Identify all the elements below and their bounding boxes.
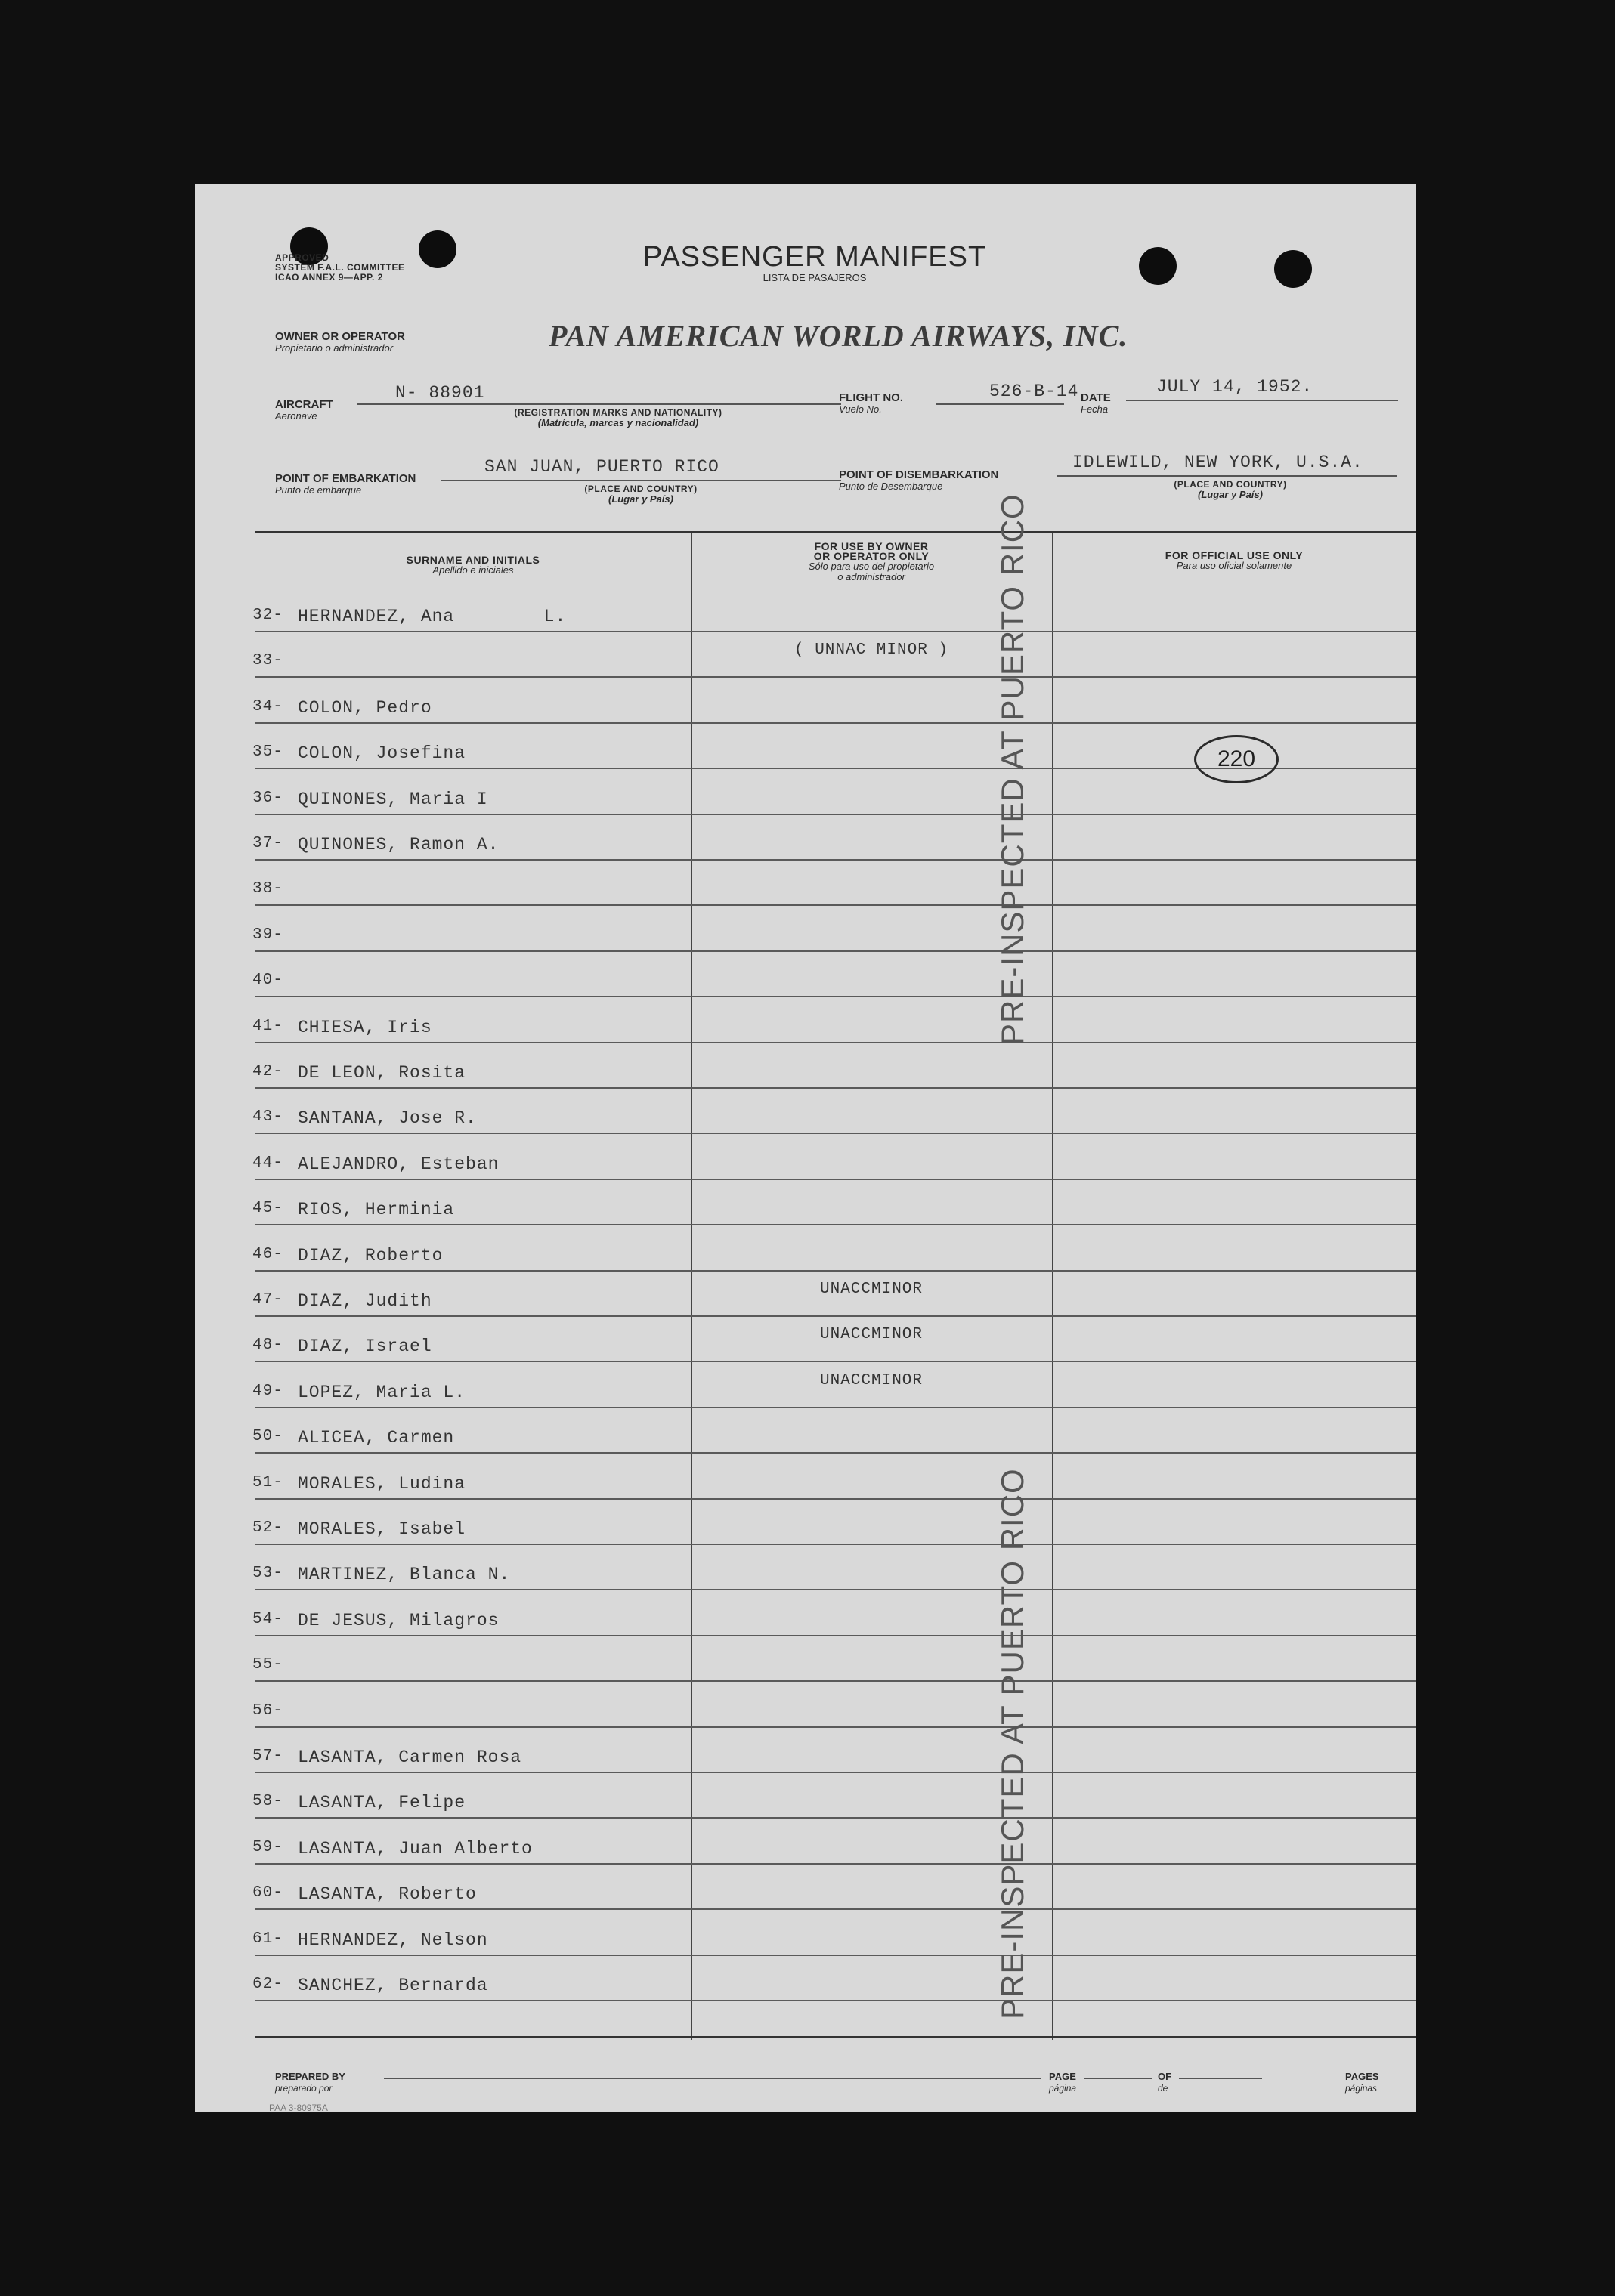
row-rule: [255, 1635, 1416, 1636]
owner-use-column-sublabel: Sólo para uso del propietario o administrador: [808, 561, 935, 582]
row-number: 46-: [252, 1245, 283, 1263]
aircraft-caption: [467, 408, 769, 428]
flight-underline: [936, 403, 1064, 405]
owner-label-block: [275, 331, 405, 354]
row-rule: [255, 676, 1416, 678]
owner-note: UNACCMINOR: [819, 1281, 924, 1298]
owner-note: UNACCMINOR: [819, 1326, 924, 1344]
embarkation-label-block: [275, 473, 416, 496]
flight-label: FLIGHT NO.: [839, 391, 903, 404]
passenger-name: RIOS, Herminia: [298, 1200, 455, 1220]
official-use-column-label: FOR OFFICIAL USE ONLY: [1165, 549, 1304, 561]
row-rule: [255, 904, 1416, 906]
official-use-column-header: [1052, 551, 1416, 571]
row-number: 50-: [252, 1428, 283, 1446]
airline-name: PAN AMERICAN WORLD AIRWAYS, INC.: [549, 319, 1128, 353]
row-number: 51-: [252, 1473, 283, 1491]
row-rule: [255, 631, 1416, 632]
row-number: 35-: [252, 743, 283, 762]
row-number: 43-: [252, 1108, 283, 1126]
disembarkation-underline: [1057, 475, 1397, 477]
row-rule: [255, 1544, 1416, 1545]
row-rule: [255, 1680, 1416, 1682]
row-rule: [255, 814, 1416, 815]
embarkation-sublabel: Punto de embarque: [275, 484, 362, 496]
disembarkation-caption: [1132, 480, 1329, 500]
row-rule: [255, 722, 1416, 724]
owner-note: ( UNNAC MINOR ): [794, 641, 949, 660]
embarkation-caption-text: (PLACE AND COUNTRY): [584, 484, 698, 494]
disembarkation-caption-sub: (Lugar y País): [1198, 489, 1263, 500]
row-number: 56-: [252, 1701, 283, 1720]
row-number: 40-: [252, 972, 283, 990]
passenger-name: COLON, Pedro: [298, 697, 432, 718]
passenger-name: LASANTA, Juan Alberto: [298, 1838, 533, 1859]
row-number: 52-: [252, 1519, 283, 1537]
embarkation-caption-sub: (Lugar y País): [608, 493, 673, 505]
row-number: 58-: [252, 1793, 283, 1811]
passenger-name: MORALES, Isabel: [298, 1519, 466, 1539]
passenger-name: SANTANA, Jose R.: [298, 1108, 477, 1129]
date-label: DATE: [1081, 391, 1111, 404]
row-number: 60-: [252, 1884, 283, 1902]
official-mark-number: 220: [1217, 746, 1256, 771]
row-rule: [255, 1361, 1416, 1362]
surname-column-sublabel: Apellido e iniciales: [432, 564, 514, 576]
page-title: PASSENGER MANIFEST: [642, 241, 987, 273]
flight-sublabel: Vuelo No.: [839, 403, 882, 415]
approval-line: APPROVED: [275, 252, 329, 263]
passenger-name: CHIESA, Iris: [298, 1017, 432, 1037]
row-rule: [255, 1498, 1416, 1500]
page-line: [1084, 2078, 1152, 2079]
row-number: 62-: [252, 1976, 283, 1993]
aircraft-caption-sub: (Matrícula, marcas y nacionalidad): [537, 417, 699, 428]
row-rule: [255, 1726, 1416, 1728]
pages-label: PAGES: [1345, 2071, 1379, 2082]
aircraft-label: AIRCRAFT: [275, 398, 333, 411]
aircraft-caption-text: (REGISTRATION MARKS AND NATIONALITY): [514, 407, 722, 418]
row-rule: [255, 1315, 1416, 1317]
punch-hole: [1139, 247, 1177, 285]
row-rule: [255, 1908, 1416, 1910]
surname-column-header: [255, 555, 691, 576]
disembarkation-caption-text: (PLACE AND COUNTRY): [1174, 479, 1287, 490]
page-label-block: [1049, 2071, 1076, 2094]
row-number: 55-: [252, 1656, 283, 1674]
official-mark: [1194, 735, 1279, 783]
approval-block: [275, 253, 405, 283]
aircraft-underline: [357, 403, 841, 405]
punch-hole: [1274, 250, 1312, 288]
row-rule: [255, 1224, 1416, 1225]
row-rule: [255, 859, 1416, 861]
row-number: 49-: [252, 1382, 283, 1400]
passenger-name: MARTINEZ, Blanca N.: [298, 1565, 511, 1585]
title-block: [588, 241, 1041, 283]
row-number: 47-: [252, 1291, 283, 1309]
preinspection-stamp: PRE-INSPECTED AT PUERTO RICO: [995, 493, 1030, 1045]
prepared-by-block: [275, 2071, 345, 2094]
row-rule: [255, 1817, 1416, 1819]
form-code: PAA 3-80975A: [269, 2103, 328, 2113]
row-number: 36-: [252, 789, 283, 807]
aircraft-sublabel: Aeronave: [275, 410, 317, 422]
embarkation-caption: [543, 484, 739, 505]
manifest-sheet: [195, 184, 1416, 2112]
row-number: 41-: [252, 1017, 283, 1035]
page-label: PAGE: [1049, 2071, 1076, 2082]
date-sublabel: Fecha: [1081, 403, 1109, 415]
passenger-name: LASANTA, Roberto: [298, 1884, 477, 1905]
passenger-name: QUINONES, Maria I: [298, 789, 488, 809]
prepared-by-line: [384, 2078, 1041, 2079]
row-rule: [255, 1407, 1416, 1408]
date-value: JULY 14, 1952.: [1156, 377, 1313, 397]
page-subtitle: LISTA DE PASAJEROS: [763, 272, 867, 283]
row-number: 37-: [252, 835, 283, 852]
passenger-name: QUINONES, Ramon A.: [298, 835, 500, 854]
row-rule: [255, 1863, 1416, 1865]
row-rule: [255, 1042, 1416, 1043]
passenger-name: DIAZ, Roberto: [298, 1245, 444, 1265]
row-rule: [255, 1087, 1416, 1089]
surname-column-label: SURNAME AND INITIALS: [406, 554, 540, 566]
passenger-name: DIAZ, Judith: [298, 1291, 432, 1311]
row-number: 34-: [252, 697, 283, 715]
official-use-column-sublabel: Para uso oficial solamente: [1176, 560, 1292, 571]
disembarkation-label-block: [839, 469, 998, 492]
row-rule: [255, 2000, 1416, 2001]
of-sublabel: de: [1158, 2083, 1168, 2094]
aircraft-value: N- 88901: [395, 383, 485, 403]
row-number: 57-: [252, 1747, 283, 1765]
row-number: 38-: [252, 880, 283, 898]
row-rule: [255, 950, 1416, 952]
disembarkation-label: POINT OF DISEMBARKATION: [839, 468, 999, 481]
of-line: [1179, 2078, 1262, 2079]
approval-line: SYSTEM F.A.L. COMMITTEE: [275, 262, 405, 273]
row-number: 54-: [252, 1610, 283, 1628]
owner-use-column-label: FOR USE BY OWNER OR OPERATOR ONLY: [813, 540, 930, 562]
date-label-block: [1081, 392, 1111, 415]
table-bottom-rule: [255, 2036, 1416, 2038]
disembarkation-sublabel: Punto de Desembarque: [839, 481, 943, 492]
of-label-block: [1158, 2071, 1171, 2094]
passenger-name: LOPEZ, Maria L.: [298, 1382, 466, 1402]
passenger-name: ALICEA, Carmen: [298, 1428, 455, 1448]
approval-line: ICAO ANNEX 9—APP. 2: [275, 272, 383, 283]
passenger-name: SANCHEZ, Bernarda: [298, 1976, 488, 1995]
row-rule: [255, 1452, 1416, 1454]
passenger-name: HERNANDEZ, Ana L.: [298, 607, 567, 626]
row-number: 39-: [252, 926, 283, 944]
prepared-by-label: PREPARED BY: [275, 2071, 345, 2082]
passenger-name: COLON, Josefina: [298, 743, 466, 764]
owner-label: OWNER OR OPERATOR: [275, 330, 405, 343]
passenger-name: DIAZ, Israel: [298, 1337, 432, 1357]
embarkation-label: POINT OF EMBARKATION: [275, 472, 416, 485]
row-rule: [255, 1772, 1416, 1773]
prepared-by-sublabel: preparado por: [275, 2083, 333, 2094]
row-number: 48-: [252, 1337, 283, 1355]
row-rule: [255, 1179, 1416, 1180]
aircraft-label-block: [275, 399, 333, 422]
passenger-name: ALEJANDRO, Esteban: [298, 1154, 500, 1174]
row-rule: [255, 996, 1416, 997]
pages-label-block: [1345, 2071, 1379, 2094]
pages-sublabel: páginas: [1345, 2083, 1378, 2094]
row-rule: [255, 1270, 1416, 1272]
disembarkation-value: IDLEWILD, NEW YORK, U.S.A.: [1072, 453, 1363, 472]
row-rule: [255, 1589, 1416, 1590]
row-number: 42-: [252, 1063, 283, 1080]
row-number: 53-: [252, 1565, 283, 1583]
passenger-name: LASANTA, Felipe: [298, 1793, 466, 1813]
passenger-name: LASANTA, Carmen Rosa: [298, 1747, 522, 1767]
embarkation-underline: [441, 480, 841, 481]
owner-sublabel: Propietario o administrador: [275, 342, 394, 354]
row-number: 59-: [252, 1838, 283, 1856]
row-rule: [255, 1133, 1416, 1134]
owner-note: UNACCMINOR: [819, 1371, 924, 1389]
row-number: 32-: [252, 607, 283, 624]
column-divider: [1052, 533, 1053, 2040]
flight-label-block: [839, 392, 903, 415]
punch-hole: [419, 230, 456, 268]
passenger-name: MORALES, Ludina: [298, 1473, 466, 1494]
table-top-rule: [255, 531, 1416, 533]
passenger-name: HERNANDEZ, Nelson: [298, 1930, 488, 1950]
row-rule: [255, 1955, 1416, 1956]
preinspection-stamp: PRE-INSPECTED AT PUERTO RICO: [995, 1468, 1030, 2019]
passenger-name: DE JESUS, Milagros: [298, 1610, 500, 1630]
embarkation-value: SAN JUAN, PUERTO RICO: [484, 457, 719, 477]
flight-value: 526-B-14: [989, 382, 1079, 401]
date-underline: [1126, 400, 1398, 401]
row-number: 44-: [252, 1154, 283, 1172]
row-number: 61-: [252, 1930, 283, 1948]
of-label: OF: [1158, 2071, 1172, 2082]
page-sublabel: página: [1049, 2083, 1077, 2094]
passenger-name: DE LEON, Rosita: [298, 1063, 466, 1083]
row-number: 45-: [252, 1200, 283, 1218]
row-number: 33-: [252, 652, 283, 670]
